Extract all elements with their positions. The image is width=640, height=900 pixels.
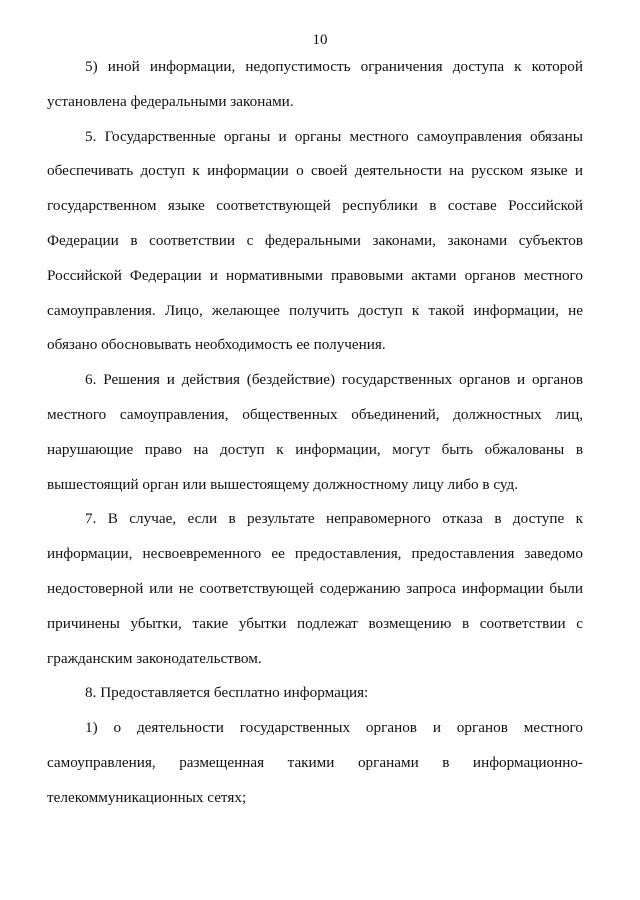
- paragraph-section-5: 5. Государственные органы и органы местного самоуправления обязаны обеспечивать доступ к информации о своей деятельности на русском языке и государственном языке соответствующей республики в составе Российской Федерации в соответствии с федеральными законами, законами субъектов Российской Федерации и нормативными правовыми актами органов местного самоуправления. Лицо, желающее получить доступ к такой информации, не обязано обосновывать необходимость ее получения.: [47, 127, 583, 354]
- paragraph-section-6: 6. Решения и действия (бездействие) государственных органов и органов местного самоуправления, общественных объединений, должностных лиц, нарушающие право на доступ к информации, могут быть обжалованы в вышестоящий орган или вышестоящему должностному лицу либо в суд.: [47, 371, 583, 493]
- page-number: 10: [312, 32, 328, 48]
- paragraph-item-1: 1) о деятельности государственных органов и органов местного самоуправления, размещенная такими органами в информационно-телекоммуникационных сетях;: [47, 719, 583, 806]
- document-body: [47, 50, 583, 816]
- paragraph-item-5: 5) иной информации, недопустимость ограничения доступа к которой установлена федеральными законами.: [47, 58, 583, 110]
- paragraph-section-8: 8. Предоставляется бесплатно информация:: [85, 684, 369, 702]
- paragraph-section-7: 7. В случае, если в результате неправомерного отказа в доступе к информации, несвоевременного ее предоставления, предоставления заведомо недостоверной или не соответствующей содержанию запроса информации были причинены убытки, такие убытки подлежат возмещению в соответствии с гражданским законодательством.: [47, 510, 583, 667]
